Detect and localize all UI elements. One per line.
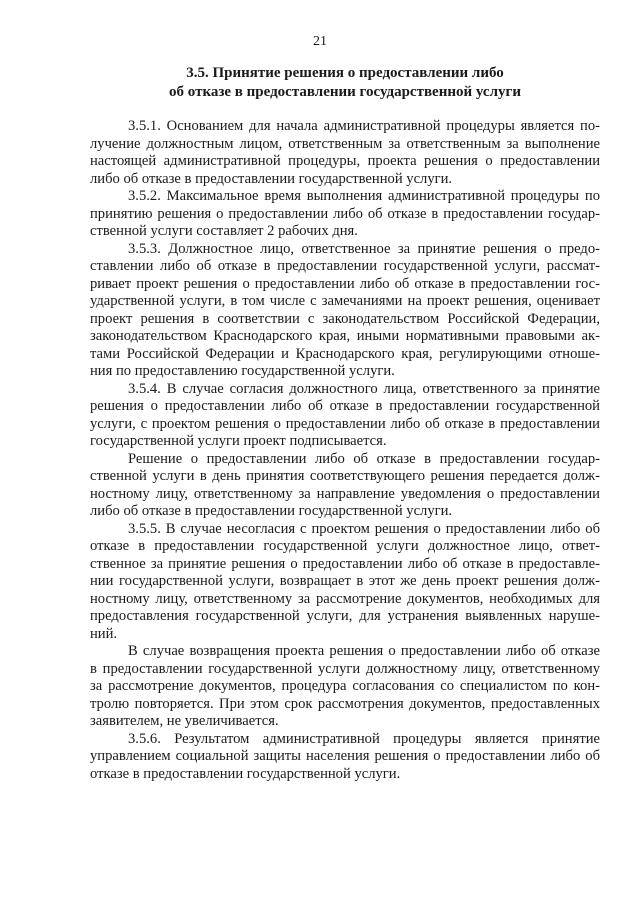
paragraph-line: 3.5.4. В случае согласия должностного лица, ответственного за принятие: [128, 380, 600, 397]
section-heading-line: 3.5. Принятие решения о предоставлении либо: [186, 65, 504, 81]
paragraph-line: ставлении либо об отказе в предоставлении государственной услуги, рассмат-: [90, 258, 600, 274]
paragraph-line: ривает проект решения о предоставлении либо об отказе в предоставлении гос-: [90, 275, 600, 292]
page-number: 21: [313, 34, 327, 49]
paragraph-line: либо об отказе в предоставлении государственной услуги.: [90, 503, 453, 519]
paragraph-line: нии государственной услуги, возвращает в этот же день проект решения долж-: [90, 573, 600, 589]
paragraph-line: настоящей административной процедуры, проекта решения о предоставлении: [90, 153, 600, 169]
document-body: [90, 118, 600, 783]
paragraph-line: в предоставлении государственной услуги должностному лицу, ответственному: [90, 660, 600, 677]
section-heading: [90, 64, 600, 102]
section-heading-line: об отказе в предоставлении государственной услуги: [169, 84, 521, 100]
paragraph-line: услуги, с проектом решения о предоставлении либо об отказе в предоставлении: [90, 415, 600, 432]
paragraph-line: предоставления государственной услуги, для устранения выявленных наруше-: [90, 608, 600, 624]
paragraph-line: решения о предоставлении либо об отказе в предоставлении государственной: [90, 398, 600, 414]
paragraph-line: государственной услуги проект подписывается.: [90, 433, 387, 449]
paragraph: [90, 241, 600, 381]
paragraph-line: 3.5.5. В случае несогласия с проектом решения о предоставлении либо об: [128, 520, 600, 537]
paragraph-line: ностному лицу, ответственному за рассмотрение документов, необходимых для: [90, 590, 600, 607]
paragraph-line: проект решения в соответствии с законодательством Российской Федерации,: [90, 310, 600, 327]
paragraph: [90, 643, 600, 731]
paragraph-line: 3.5.2. Максимальное время выполнения административной процедуры по: [128, 188, 600, 204]
paragraph-line: ностному лицу, ответственному за направление уведомления о предоставлении: [90, 485, 600, 502]
paragraph-line: тролю повторяется. При этом срок рассмотрения документов, предоставленных: [90, 695, 600, 712]
paragraph-line: за рассмотрение документов, процедура согласования со специалистом по кон-: [90, 678, 600, 694]
paragraph-line: ственной услуги составляет 2 рабочих дня.: [90, 223, 358, 239]
paragraph-line: В случае возвращения проекта решения о предоставлении либо об отказе: [128, 643, 600, 659]
paragraph-line: законодательством Краснодарского края, иными нормативными правовыми ак-: [90, 328, 600, 344]
paragraph: [90, 188, 600, 241]
paragraph-line: ударственной услуги, в том числе с замечаниями на проект решения, оценивает: [90, 293, 600, 309]
paragraph: [90, 731, 600, 784]
paragraph: [90, 381, 600, 451]
paragraph-line: управлением социальной защиты населения решения о предоставлении либо об: [90, 748, 600, 764]
paragraph: [90, 118, 600, 188]
paragraph: [90, 451, 600, 521]
paragraph-line: либо об отказе в предоставлении государственной услуги.: [90, 170, 453, 187]
paragraph-line: лучение должностным лицом, ответственным за ответственным за выполнение: [90, 135, 600, 152]
paragraph-line: отказе в предоставлении государственной услуги должностное лицо, ответ-: [90, 538, 600, 554]
paragraph-line: отказе в предоставлении государственной услуги.: [90, 765, 401, 782]
paragraph-line: ственное за принятие решения о предоставлении либо об отказе в предоставле-: [90, 555, 600, 572]
paragraph-line: ния по предоставлению государственной услуги.: [90, 363, 395, 379]
paragraph-line: 3.5.6. Результатом административной процедуры является принятие: [128, 730, 600, 747]
paragraph-line: принятию решения о предоставлении либо об отказе в предоставлении государ-: [90, 205, 600, 222]
paragraph-line: заявителем, не увеличивается.: [90, 713, 279, 729]
paragraph-line: Решение о предоставлении либо об отказе в предоставлении государ-: [128, 450, 600, 467]
paragraph-line: тами Российской Федерации и Краснодарского края, регулирующими отноше-: [90, 345, 600, 362]
paragraph-line: ственной услуги в день принятия соответствующего решения передается долж-: [90, 468, 600, 484]
paragraph-line: 3.5.3. Должностное лицо, ответственное за принятие решения о предо-: [128, 240, 600, 257]
paragraph: [90, 521, 600, 644]
paragraph-line: ний.: [90, 625, 118, 642]
paragraph-line: 3.5.1. Основанием для начала административной процедуры является по-: [128, 118, 600, 134]
